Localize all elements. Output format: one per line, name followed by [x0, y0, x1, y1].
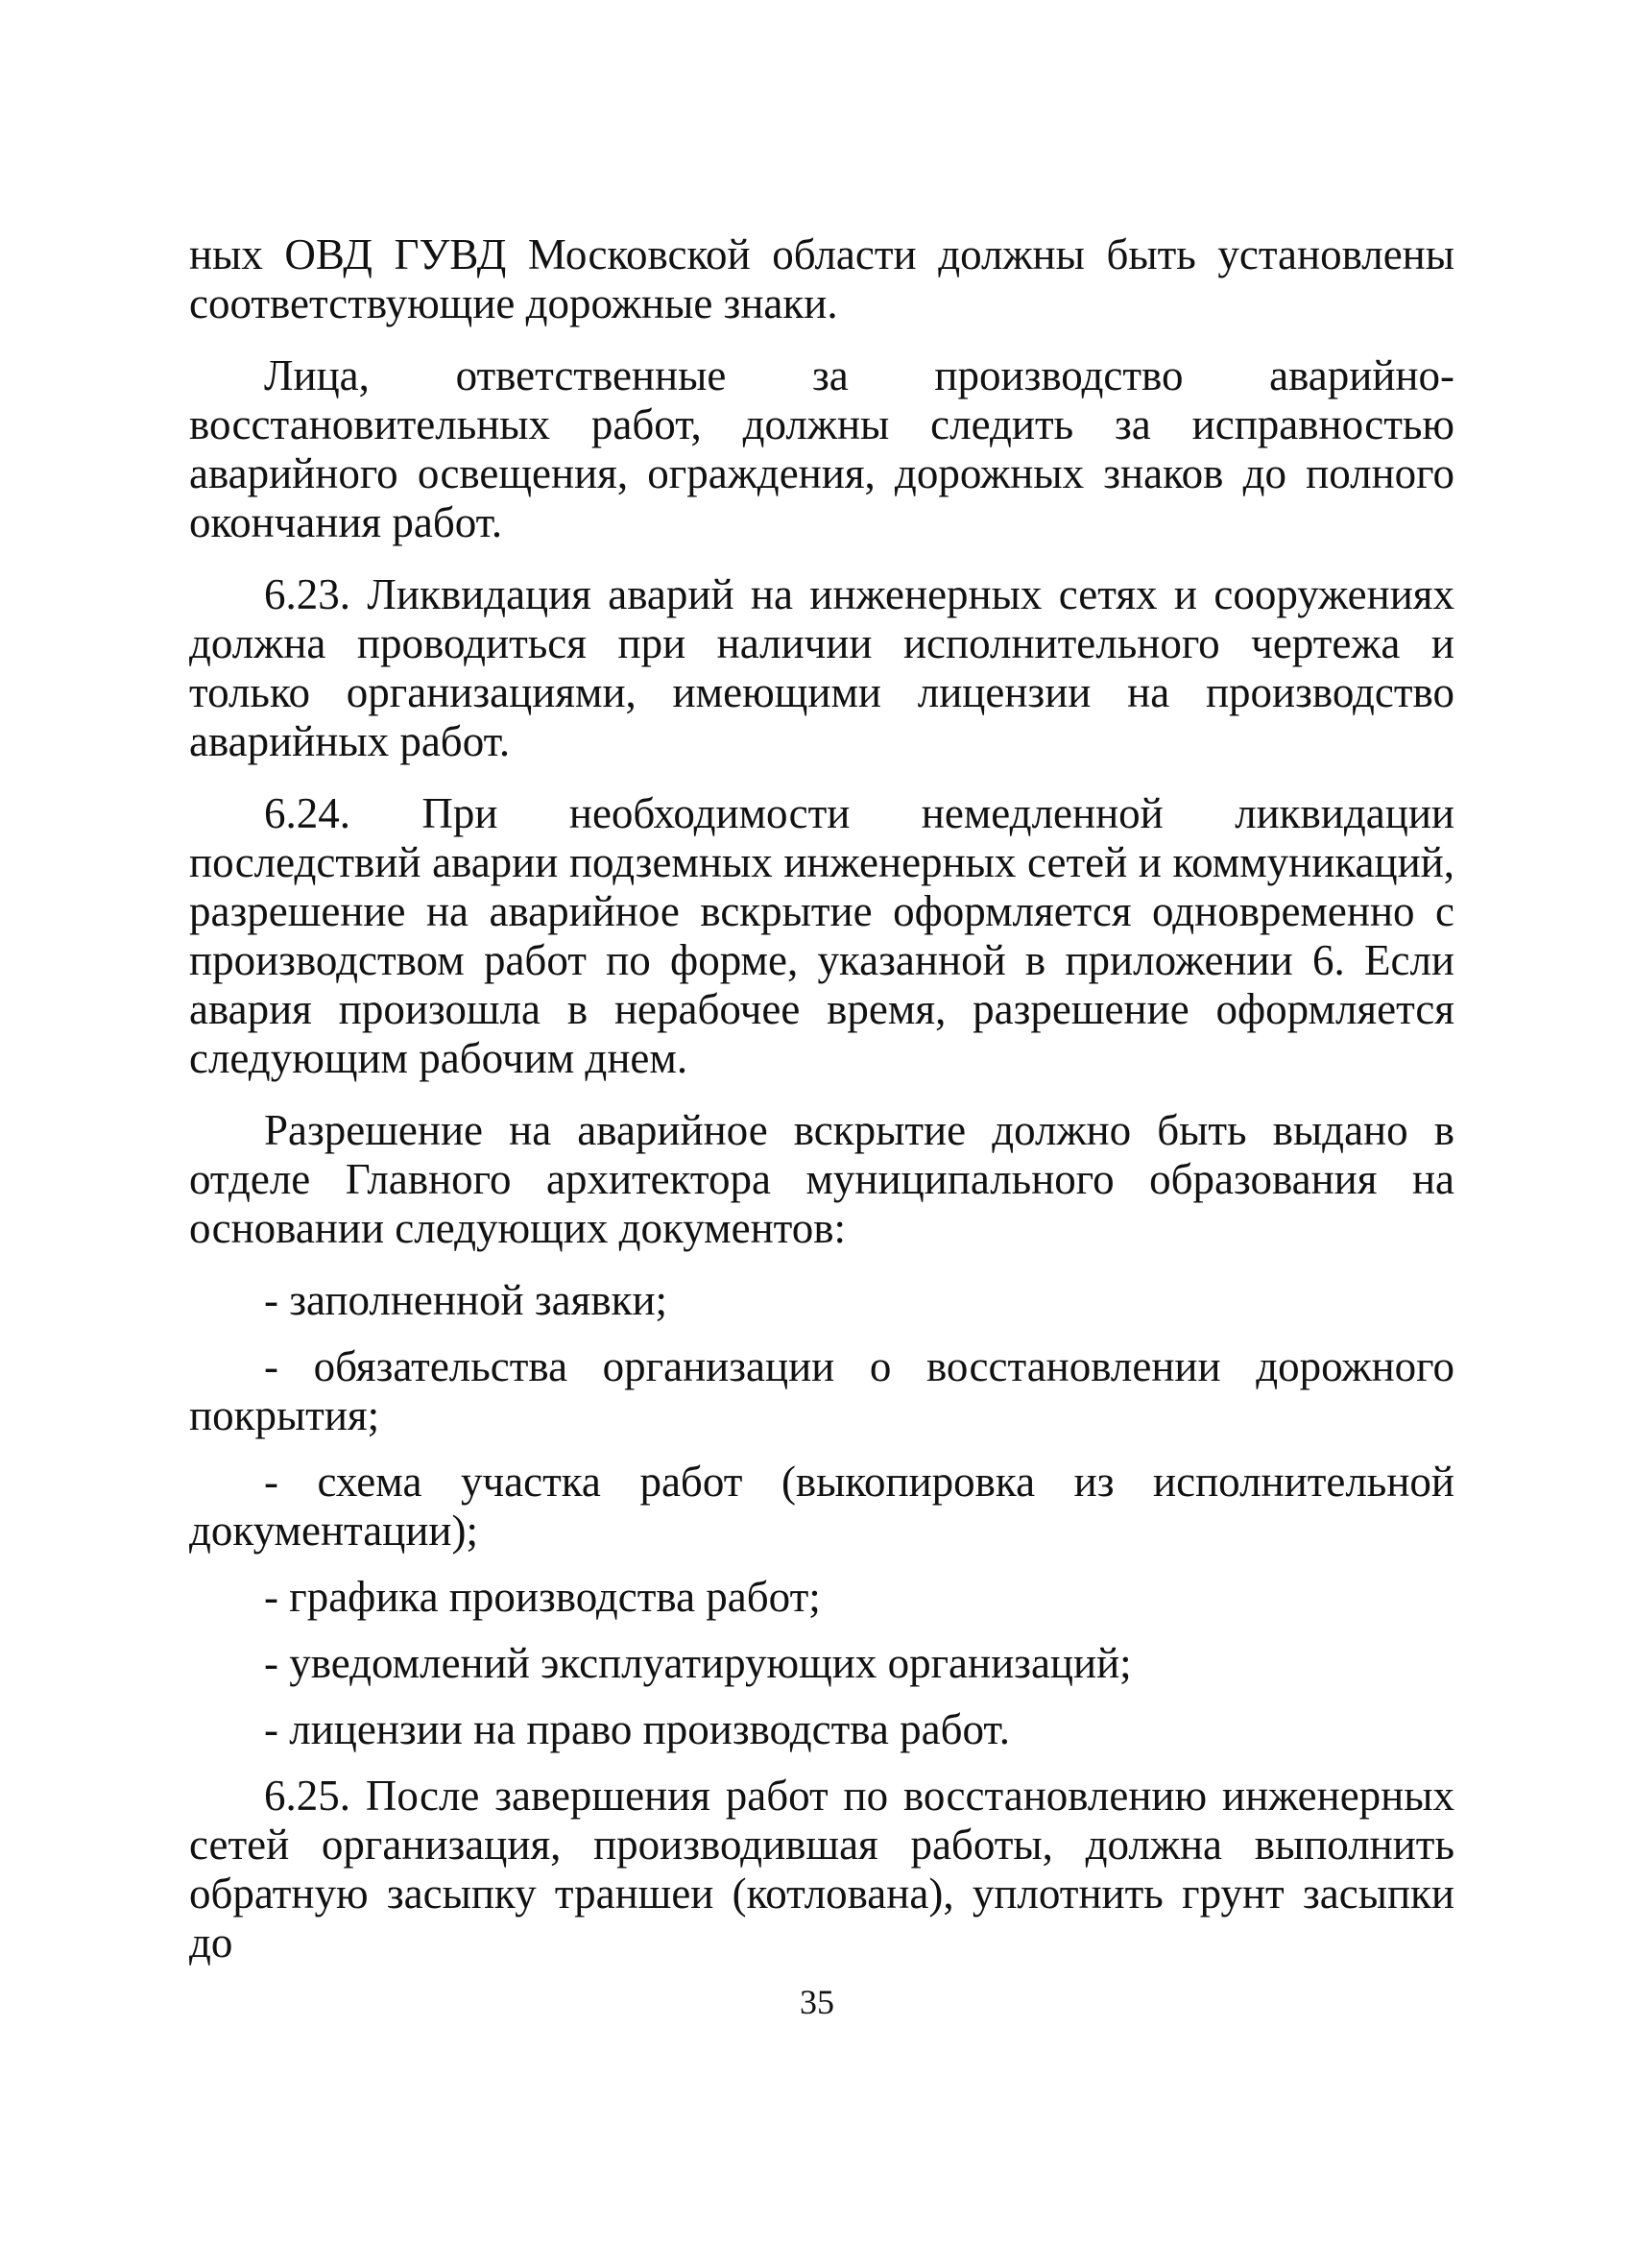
list-item-license: - лицензии на право производства работ.: [264, 1705, 1010, 1753]
list-item-application: - заполненной заявки;: [264, 1276, 668, 1324]
list-item-site-scheme: - схема участка работ (выкопировка из исполнительной документации);: [189, 1458, 1454, 1555]
paragraph-permit-documents: Разрешение на аварийное вскрытие должно быть выдано в отделе Главного архитектора муниципального образования на основании следующих документов:: [189, 1106, 1454, 1252]
paragraph-6-24: 6.24. При необходимости немедленной ликвидации последствий аварии подземных инженерных сетей и коммуникаций, разрешение на аварийное вскрытие оформляется одновременно с производством работ по форме, указанной в приложении 6. Если авария произошла в нерабочее время, разрешение оформляется следующим рабочим днем.: [189, 789, 1454, 1082]
paragraph-continuation: ных ОВД ГУВД Московской области должны быть установлены соответствующие дорожные знаки.: [189, 230, 1454, 327]
list-item-obligation: - обязательства организации о восстановлении дорожного покрытия;: [189, 1342, 1454, 1439]
paragraph-responsible-persons: Лица, ответственные за производство аварийно-восстановительных работ, должны следить за исправностью аварийного освещения, ограждения, дорожных знаков до полного окончания работ.: [189, 351, 1454, 546]
paragraph-6-25: 6.25. После завершения работ по восстановлению инженерных сетей организация, производившая работы, должна выполнить обратную засыпку траншеи (котлована), уплотнить грунт засыпки до: [189, 1772, 1454, 1966]
paragraph-6-23: 6.23. Ликвидация аварий на инженерных сетях и сооружениях должна проводиться при наличии исполнительного чертежа и только организациями, имеющими лицензии на производство аварийных работ.: [189, 570, 1454, 765]
list-item-notifications: - уведомлений эксплуатирующих организаций;: [264, 1639, 1132, 1687]
list-item-work-schedule: - графика производства работ;: [264, 1573, 821, 1621]
page-number: 35: [800, 1983, 834, 2021]
body-text: [189, 230, 1454, 1991]
